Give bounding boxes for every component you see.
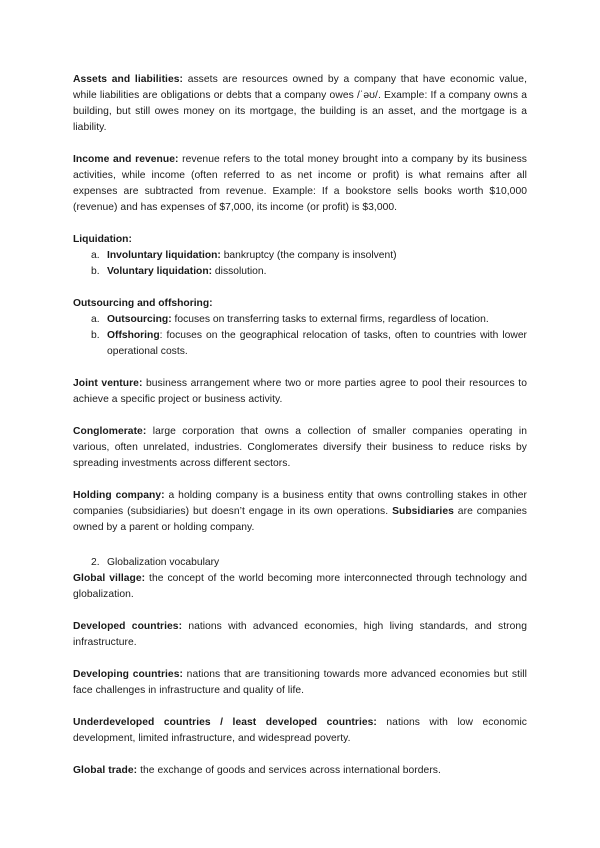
section-number: 2. (91, 557, 100, 568)
underdeveloped-term: Underdeveloped countries / least developed countries: (73, 717, 377, 728)
liquidation-list (73, 248, 527, 280)
global-trade-text: the exchange of goods and services across international borders. (137, 765, 441, 776)
holding-term: Holding company: (73, 490, 165, 501)
liquidation-heading: Liquidation: (73, 234, 132, 245)
list-item-text: focuses on transferring tasks to external firms, regardless of location. (171, 314, 489, 325)
list-item-text: bankruptcy (the company is insolvent) (220, 250, 397, 261)
global-village-term: Global village: (73, 573, 146, 584)
assets-paragraph (73, 72, 527, 136)
list-item-term: Offshoring (107, 330, 160, 341)
income-text: revenue refers to the total money brought into a company by its business activities, while income (often referred to as net income or profit) is what remains after all expenses are subtracted from revenue. Example: If a bookstore sells books worth $10,000 (revenue) and has expenses of $7,000, its income (or profit) is $3,000. (73, 154, 528, 213)
developing-paragraph (73, 667, 527, 699)
joint-venture-term: Joint venture: (73, 378, 143, 389)
holding-paragraph (73, 488, 527, 536)
list-marker: b. (91, 266, 100, 277)
income-paragraph (73, 152, 527, 216)
section-2-heading (73, 555, 527, 571)
list-item-text: dissolution. (212, 266, 267, 277)
developed-term: Developed countries: (73, 621, 183, 632)
conglomerate-paragraph (73, 424, 527, 472)
list-item (73, 264, 527, 280)
outsourcing-list (73, 312, 527, 360)
subsidiaries-term: Subsidiaries (392, 506, 454, 517)
income-term: Income and revenue: (73, 154, 179, 165)
list-item (73, 248, 527, 264)
developing-term: Developing countries: (73, 669, 183, 680)
conglomerate-term: Conglomerate: (73, 426, 147, 437)
list-item (73, 328, 527, 360)
subsidiaries-text: are companies owned by a parent or holding company. (73, 506, 527, 533)
assets-text: assets are resources owned by a company that have economic value, while liabilities are obligations or debts that a company owes /ˈəʊ/. Example: If a company owns a building, but still owes money on its mortgage, the building is an asset, and the mortgage is a liability. (73, 74, 527, 133)
underdeveloped-text: nations with low economic development, limited infrastructure, and widespread poverty. (73, 717, 527, 744)
joint-venture-text: business arrangement where two or more parties agree to pool their resources to achieve a specific project or business activity. (73, 378, 527, 405)
outsourcing-heading: Outsourcing and offshoring: (73, 298, 213, 309)
list-item-term: Outsourcing: (107, 314, 172, 325)
global-trade-term: Global trade: (73, 765, 138, 776)
list-item (73, 312, 527, 328)
list-marker: a. (91, 314, 100, 325)
developed-paragraph (73, 619, 527, 651)
list-item-term: Involuntary liquidation: (107, 250, 221, 261)
assets-term: Assets and liabilities: (73, 74, 184, 85)
global-village-paragraph (73, 571, 527, 603)
list-item-term: Voluntary liquidation: (107, 266, 213, 277)
conglomerate-text: large corporation that owns a collection of smaller companies operating in various, often unrelated, industries. Conglomerates diversify their business to reduce risks by spreading investments across different sectors. (73, 426, 527, 469)
document-page (73, 72, 527, 795)
list-marker: b. (91, 330, 100, 341)
holding-text: a holding company is a business entity that owns controlling stakes in other companies (subsidiaries) but doesn’t engage in its own operations. (73, 490, 527, 517)
underdeveloped-paragraph (73, 715, 527, 747)
list-marker: a. (91, 250, 100, 261)
global-trade-paragraph (73, 763, 527, 779)
developed-text: nations with advanced economies, high living standards, and strong infrastructure. (73, 621, 527, 648)
section-title: Globalization vocabulary (107, 557, 220, 568)
joint-venture-paragraph (73, 376, 527, 408)
developing-text: nations that are transitioning towards more advanced economies but still face challenges in infrastructure and quality of life. (73, 669, 527, 696)
global-village-text: the concept of the world becoming more interconnected through technology and globalization. (73, 573, 527, 600)
list-item-text: : focuses on the geographical relocation of tasks, often to countries with lower operational costs. (107, 330, 527, 357)
